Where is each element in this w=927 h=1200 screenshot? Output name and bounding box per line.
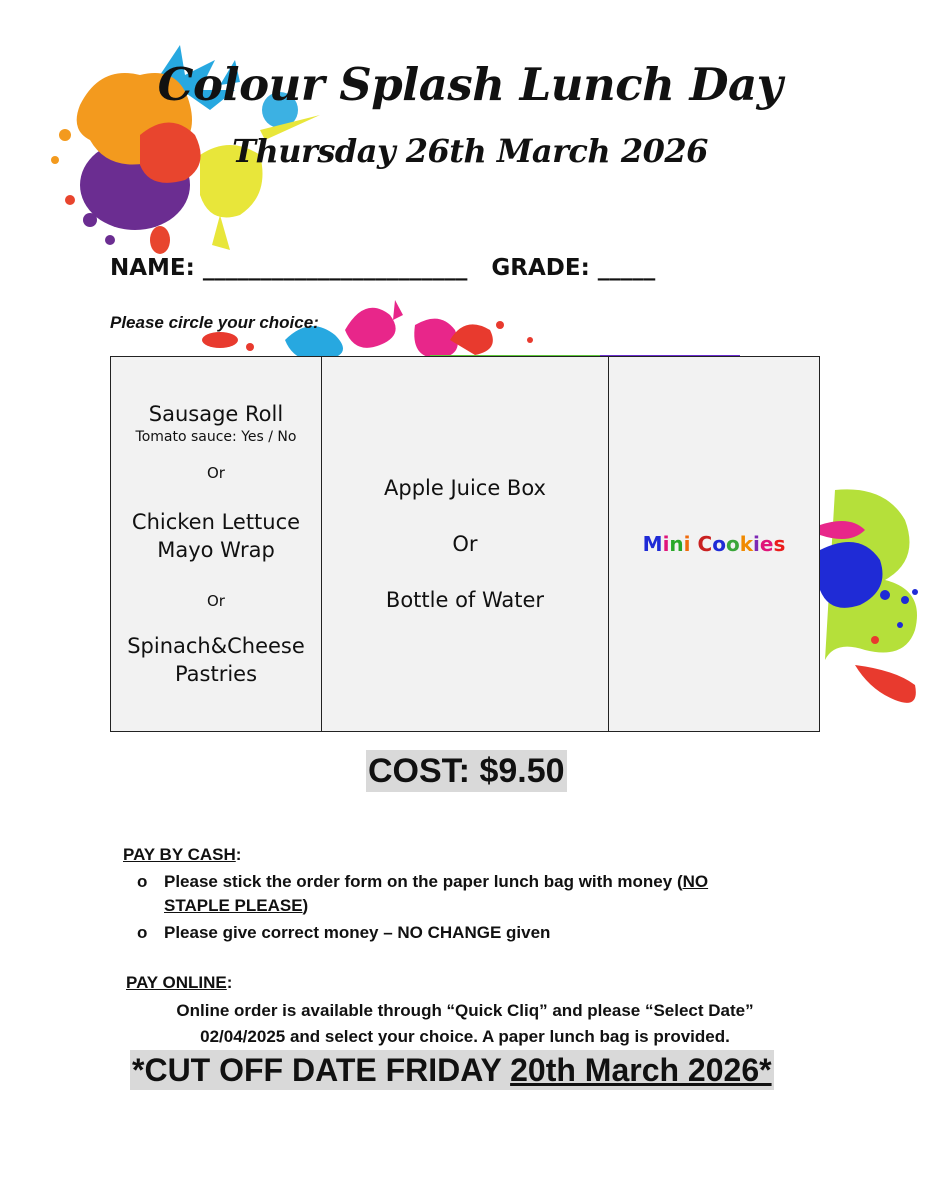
menu-item-water[interactable]: Bottle of Water <box>385 588 545 612</box>
tomato-sauce-option[interactable]: Tomato sauce: Yes / No <box>135 429 297 445</box>
menu-treat-column <box>609 357 819 731</box>
page-title: Colour Splash Lunch Day <box>157 58 783 111</box>
cash-bullet-1: o Please stick the order form on the paper lunch bag with money (NO STAPLE PLEASE) <box>137 872 709 915</box>
cutoff-date-banner: *CUT OFF DATE FRIDAY 20th March 2026* <box>132 1052 772 1088</box>
event-date: Thursday 26th March 2026 <box>232 132 708 170</box>
menu-table <box>110 356 820 732</box>
menu-item-apple-juice[interactable]: Apple Juice Box <box>384 476 546 500</box>
name-grade-line[interactable]: NAME: _______________________ GRADE: _____ <box>110 255 656 281</box>
or-divider: Or <box>207 464 225 482</box>
pay-by-cash-heading: PAY BY CASH: <box>123 845 242 864</box>
instruction-text: Please circle your choice: <box>110 313 319 332</box>
menu-item-pastries-line1[interactable]: Spinach&Cheese <box>127 634 305 658</box>
menu-drink-column <box>322 357 609 731</box>
cash-bullet-2: o Please give correct money – NO CHANGE given <box>137 923 551 942</box>
paint-splash-graphic-right <box>815 480 927 720</box>
menu-food-column <box>111 357 322 731</box>
pay-online-heading: PAY ONLINE: <box>126 973 233 992</box>
menu-item-pastries-line2[interactable]: Pastries <box>174 662 258 686</box>
online-instructions: Online order is available through “Quick Cliq” and please “Select Date” 02/04/2025 and select your choice. A paper lunch bag is provided. <box>176 1001 754 1046</box>
or-divider: Or <box>452 532 478 556</box>
menu-item-mini-cookies[interactable]: Mini Cookies <box>642 532 786 556</box>
cost-label: COST: $9.50 <box>368 752 565 790</box>
menu-item-sausage-roll[interactable]: Sausage Roll <box>148 402 284 426</box>
or-divider: Or <box>207 592 225 610</box>
menu-item-chicken-wrap-line2[interactable]: Mayo Wrap <box>157 538 275 562</box>
menu-item-chicken-wrap-line1[interactable]: Chicken Lettuce <box>131 510 301 534</box>
